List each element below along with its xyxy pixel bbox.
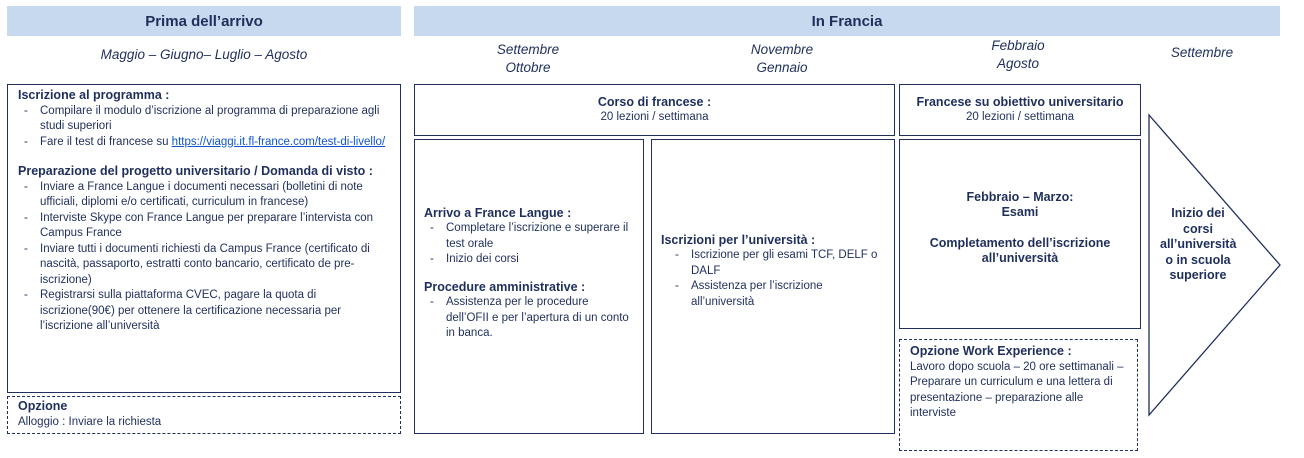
french-uni-title: Francese su obiettivo universitario: [916, 94, 1124, 109]
test-prefix: Fare il test di francese su: [40, 135, 172, 148]
university-title: Iscrizioni per l’università :: [661, 232, 816, 247]
header-in-france: [414, 6, 1280, 36]
list-item: - Assistenza per le procedure dell’OFII e per l’apertura di un conto in banca.: [424, 295, 634, 342]
preparation-list: [18, 180, 390, 335]
list-item: - Iscrizione per gli esami TCF, DELF o DALF: [669, 248, 885, 279]
exams-line-3: Completamento dell’iscrizione all’università: [929, 235, 1111, 265]
period-feb: Febbraio: [991, 38, 1045, 53]
pre-arrival-box: [7, 84, 401, 393]
list-item: - Inizio dei corsi: [424, 252, 634, 268]
arrival-list: [424, 221, 634, 268]
option-text: Alloggio : Inviare la richiesta: [18, 415, 162, 428]
period-september: [1142, 44, 1262, 62]
header-before-arrival-label: Prima dell’arrivo: [145, 12, 263, 30]
list-item: - Inviare a France Langue i documenti necessari (bolletini di note ufficiali, diplomi e/o certificati, curriculum in francese): [18, 180, 390, 211]
admin-list: [424, 295, 634, 342]
arrival-box: [414, 139, 644, 434]
exams-line-2: Esami: [1001, 205, 1039, 219]
french-course-title: Corso di francese :: [597, 94, 712, 109]
list-item: - Assistenza per l’iscrizione all’università: [669, 279, 885, 310]
university-list: [661, 248, 885, 310]
french-course-sub: 20 lezioni / settimana: [600, 111, 709, 123]
list-item: - Inviare tutti i documenti richiesti da Campus France (certificato di nascità, passaporto, estratti conto bancario, certificato de pre-iscrizione): [18, 242, 390, 289]
work-line-2: Preparare un curriculum e una lettera di presentazione – preparazione alle interviste: [910, 376, 1113, 419]
arrow-line-2: all’università: [1160, 237, 1237, 251]
period-feb-aug: [938, 37, 1098, 73]
registration-title: Iscrizione al programma :: [18, 88, 170, 102]
preparation-title: Preparazione del progetto universitario / Domanda di visto :: [18, 164, 373, 178]
test-link[interactable]: https://viaggi.it.fl-france.com/test-di-livello/: [171, 135, 386, 148]
period-before-label: Maggio – Giugno– Luglio – Agosto: [100, 47, 308, 62]
period-nov: Novembre: [750, 42, 814, 57]
exams-box: [899, 139, 1141, 329]
period-sep-oct: [448, 41, 608, 77]
arrow-line-1: Inizio dei corsi: [1171, 206, 1225, 236]
period-jan: Gennaio: [756, 60, 808, 75]
exams-line-1: Febbraio – Marzo:: [966, 189, 1074, 204]
option-box: [7, 396, 401, 434]
french-course-box: [414, 84, 895, 136]
arrow-line-3: o in scuola superiore: [1165, 252, 1231, 282]
french-uni-sub: 20 lezioni / settimana: [965, 110, 1075, 123]
work-experience-box: [899, 339, 1138, 451]
period-before: [7, 46, 401, 64]
header-in-france-label: In Francia: [811, 12, 883, 30]
period-sep: Settembre: [496, 42, 560, 57]
university-box: [651, 139, 895, 434]
period-september-label: Settembre: [1170, 45, 1234, 60]
arrow-text: [1160, 206, 1236, 284]
registration-list: [18, 104, 390, 151]
header-before-arrival: [7, 6, 401, 36]
list-item: - Registrarsi sulla piattaforma CVEC, pagare la quota di iscrizione(90€) per ottenere la certificazione necessaria per l’iscrizione all’università: [18, 288, 390, 335]
period-nov-jan: [702, 41, 862, 77]
period-aug: Agosto: [996, 56, 1040, 71]
arrival-title: Arrivo a France Langue :: [424, 205, 572, 220]
admin-title: Procedure amministrative :: [424, 279, 586, 294]
list-item: - Compilare il modulo d’iscrizione al programma di preparazione agli studi superiori: [18, 104, 390, 135]
period-oct: Ottobre: [505, 60, 551, 75]
list-item: [18, 135, 390, 151]
option-title: Opzione: [18, 399, 68, 413]
list-item: - Interviste Skype con France Langue per preparare l’intervista con Campus France: [18, 211, 390, 242]
french-uni-box: [899, 84, 1141, 136]
work-title: Opzione Work Experience :: [910, 344, 1072, 358]
list-item: - Completare l’iscrizione e superare il test orale: [424, 221, 634, 252]
work-line-1: Lavoro dopo scuola – 20 ore settimanali –: [910, 360, 1124, 373]
